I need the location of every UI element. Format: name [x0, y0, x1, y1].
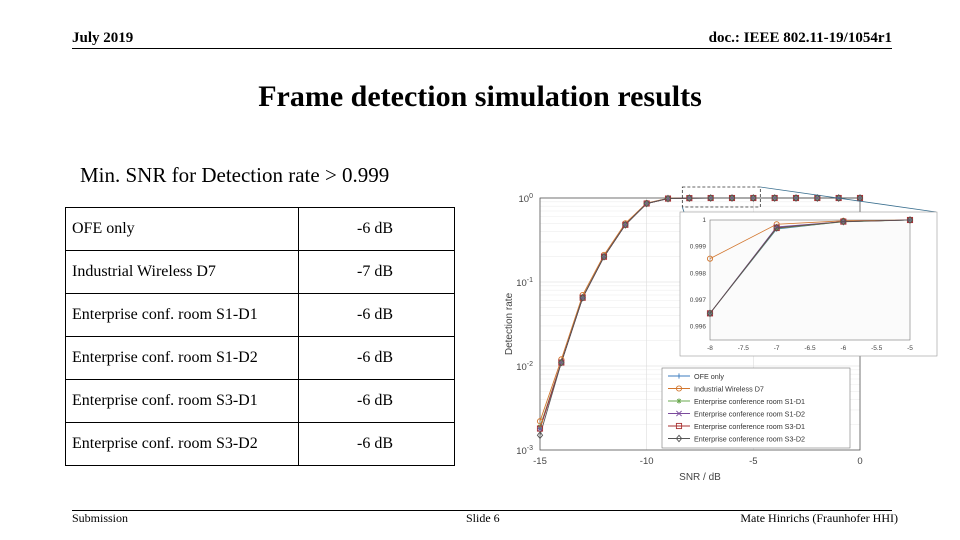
y-axis-label: Detection rate: [504, 292, 515, 356]
inset-frame: [710, 220, 910, 340]
x-tick-label: -5: [749, 456, 758, 467]
y-tick-label: $10^{-3}$: [516, 445, 533, 457]
slide-subtitle: Min. SNR for Detection rate > 0.999: [80, 163, 390, 187]
table-cell-value: -6 dB: [299, 423, 455, 466]
header-date: July 2019: [72, 30, 134, 46]
y-tick-label: $10^{-1}$: [516, 277, 533, 289]
table-cell-label: Enterprise conf. room S3-D1: [66, 380, 299, 423]
footer-author: Mate Hinrichs (Fraunhofer HHI): [740, 511, 898, 525]
marker-star: [676, 398, 681, 403]
table-cell-value: -6 dB: [299, 294, 455, 337]
inset-y-tick-label: 0.998: [689, 270, 706, 278]
legend-label: Industrial Wireless D7: [694, 384, 764, 394]
x-tick-label: 0: [857, 456, 863, 467]
legend-label: Enterprise conference room S1-D2: [694, 409, 806, 419]
table-row: [66, 208, 455, 251]
inset-y-tick-label: 0.997: [689, 297, 706, 304]
detection-rate-chart: [490, 180, 950, 490]
table-cell-value: -6 dB: [299, 208, 455, 251]
results-table: [65, 207, 455, 466]
table-cell-value: -7 dB: [299, 251, 455, 294]
footer-submission: Submission: [72, 511, 129, 525]
slide-title: Frame detection simulation results: [258, 80, 702, 113]
table-row: [66, 251, 455, 294]
inset-x-tick-label: -5.5: [871, 345, 883, 352]
inset-x-tick-label: -6: [840, 345, 847, 352]
zoom-region-box: [682, 187, 760, 207]
table-cell-value: -6 dB: [299, 337, 455, 380]
inset-y-tick-label: 0.999: [689, 243, 706, 251]
y-tick-label: $10^0$: [518, 193, 533, 205]
legend-label: Enterprise conference room S3-D1: [694, 422, 806, 431]
footer-slide-number: Slide 6: [466, 511, 500, 525]
x-tick-label: -15: [533, 456, 547, 467]
table-row: [66, 294, 455, 337]
table-cell-label: Industrial Wireless D7: [66, 251, 299, 294]
zoom-connector: [760, 187, 936, 212]
legend-label: Enterprise conference room S3-D2: [694, 434, 806, 444]
table-row: [66, 380, 455, 423]
inset-y-tick-label: 1: [702, 217, 706, 224]
legend-label: OFE only: [694, 372, 724, 381]
x-axis-label: SNR / dB: [679, 472, 721, 483]
header-divider: [72, 48, 892, 49]
table-row: [66, 423, 455, 466]
header-doc-id: doc.: IEEE 802.11-19/1054r1: [708, 30, 892, 46]
x-tick-label: -10: [639, 456, 654, 467]
table-cell-label: Enterprise conf. room S3-D2: [66, 423, 299, 466]
inset-x-tick-label: -7: [773, 345, 780, 352]
inset-y-tick-label: 0.996: [689, 323, 706, 331]
inset-x-tick-label: -7.5: [737, 345, 749, 352]
inset-x-tick-label: -5: [907, 345, 913, 352]
legend-label: Enterprise conference room S1-D1: [694, 397, 806, 406]
y-tick-label: $10^{-2}$: [516, 361, 533, 373]
table-cell-label: Enterprise conf. room S1-D2: [66, 337, 299, 380]
table-row: [66, 337, 455, 380]
table-cell-label: OFE only: [66, 208, 299, 251]
inset-x-tick-label: -6.5: [804, 345, 816, 352]
inset-x-tick-label: -8: [707, 345, 713, 352]
table-cell-value: -6 dB: [299, 380, 455, 423]
legend-marker: [676, 398, 681, 403]
table-cell-label: Enterprise conf. room S1-D1: [66, 294, 299, 337]
